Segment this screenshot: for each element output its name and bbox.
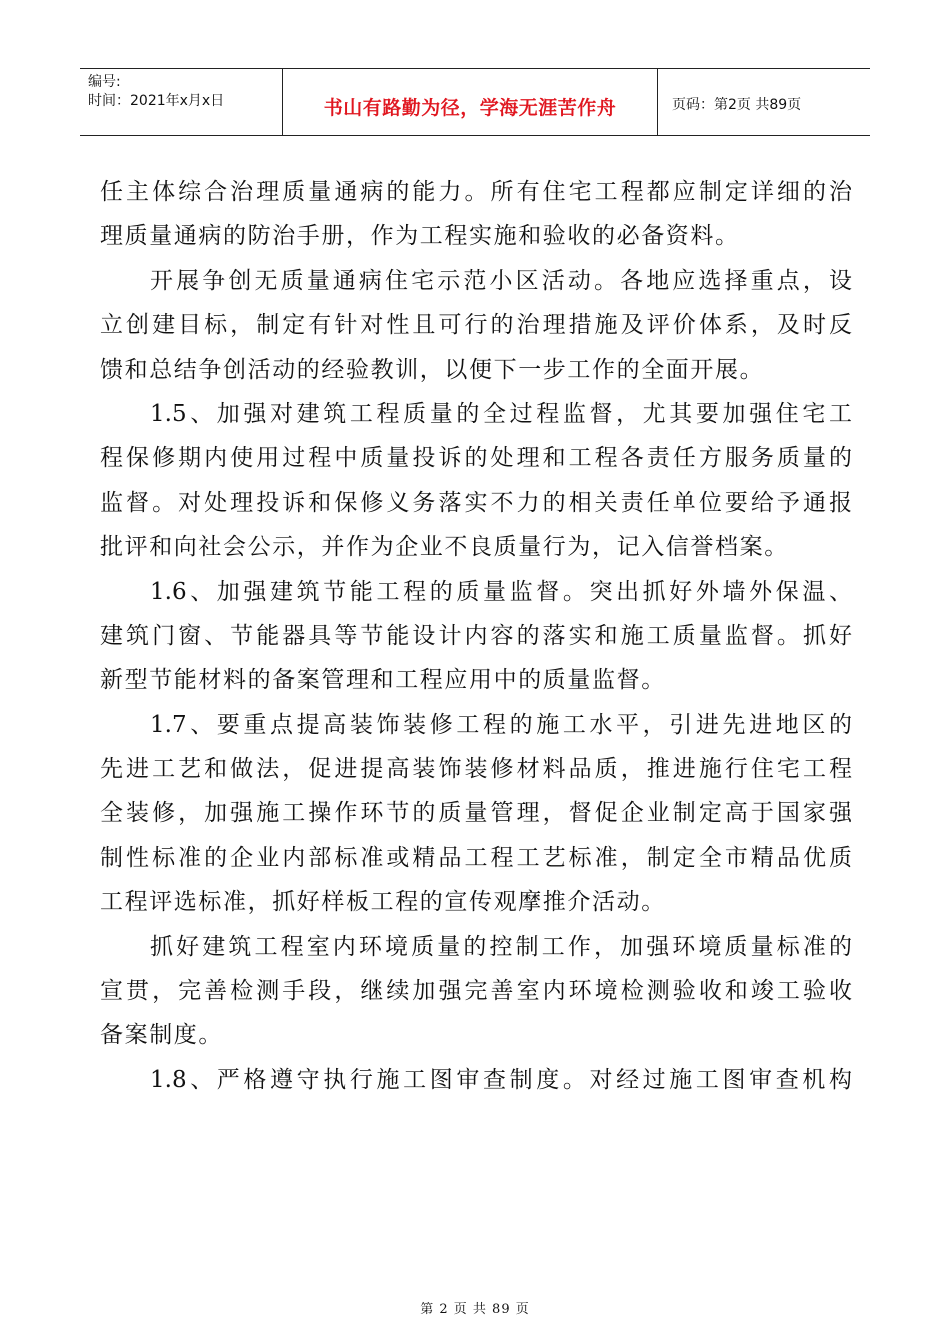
text-line: 馈和总结争创活动的经验教训，以便下一步工作的全面开展。 xyxy=(100,356,765,383)
header-page-info: 页码：第2页 共89页 xyxy=(672,97,802,113)
text-line: 1.8、严格遵守执行施工图审查制度。对经过施工图审查机构 xyxy=(150,1066,852,1093)
text-line: 工程评选标准，抓好样板工程的宣传观摩推介活动。 xyxy=(100,889,666,916)
document-number-label: 编号: xyxy=(88,74,121,90)
header-motto: 书山有路勤为径，学海无涯苦作舟 xyxy=(323,96,617,119)
text-line: 抓好建筑工程室内环境质量的控制工作，加强环境质量标准的 xyxy=(150,933,852,960)
text-line: 建筑门窗、节能器具等节能设计内容的落实和施工质量监督。抓好 xyxy=(100,622,852,649)
page-header xyxy=(80,68,870,136)
header-page-cell xyxy=(658,69,870,135)
text-line: 开展争创无质量通病住宅示范小区活动。各地应选择重点，设 xyxy=(150,267,852,294)
text-line: 理质量通病的防治手册，作为工程实施和验收的必备资料。 xyxy=(100,223,740,250)
text-line: 1.6、加强建筑节能工程的质量监督。突出抓好外墙外保温、 xyxy=(150,578,852,605)
text-line: 宣贯，完善检测手段，继续加强完善室内环境检测验收和竣工验收 xyxy=(100,978,852,1005)
page-footer: 第 2 页 共 89 页 xyxy=(420,1302,530,1317)
header-meta-cell xyxy=(80,69,283,135)
text-line: 程保修期内使用过程中质量投诉的处理和工程各责任方服务质量的 xyxy=(100,445,852,472)
document-time-label: 时间：2021年x月x日 xyxy=(88,93,225,109)
document-body xyxy=(100,170,852,1102)
text-line: 制性标准的企业内部标准或精品工程工艺标准，制定全市精品优质 xyxy=(100,844,852,871)
text-line: 1.5、加强对建筑工程质量的全过程监督，尤其要加强住宅工 xyxy=(150,400,852,427)
text-line: 备案制度。 xyxy=(100,1022,223,1049)
text-line: 任主体综合治理质量通病的能力。所有住宅工程都应制定详细的治 xyxy=(100,179,852,205)
text-line: 批评和向社会公示，并作为企业不良质量行为，记入信誉档案。 xyxy=(100,534,789,561)
text-line: 新型节能材料的备案管理和工程应用中的质量监督。 xyxy=(100,667,666,694)
text-line: 全装修，加强施工操作环节的质量管理，督促企业制定高于国家强 xyxy=(100,800,852,827)
text-line: 先进工艺和做法，促进提高装饰装修材料品质，推进施行住宅工程 xyxy=(100,756,852,783)
text-line: 监督。对处理投诉和保修义务落实不力的相关责任单位要给予通报 xyxy=(100,489,852,516)
text-line: 1.7、要重点提高装饰装修工程的施工水平，引进先进地区的 xyxy=(150,711,852,738)
header-motto-cell xyxy=(283,69,658,135)
text-line: 立创建目标，制定有针对性且可行的治理措施及评价体系，及时反 xyxy=(100,312,852,339)
